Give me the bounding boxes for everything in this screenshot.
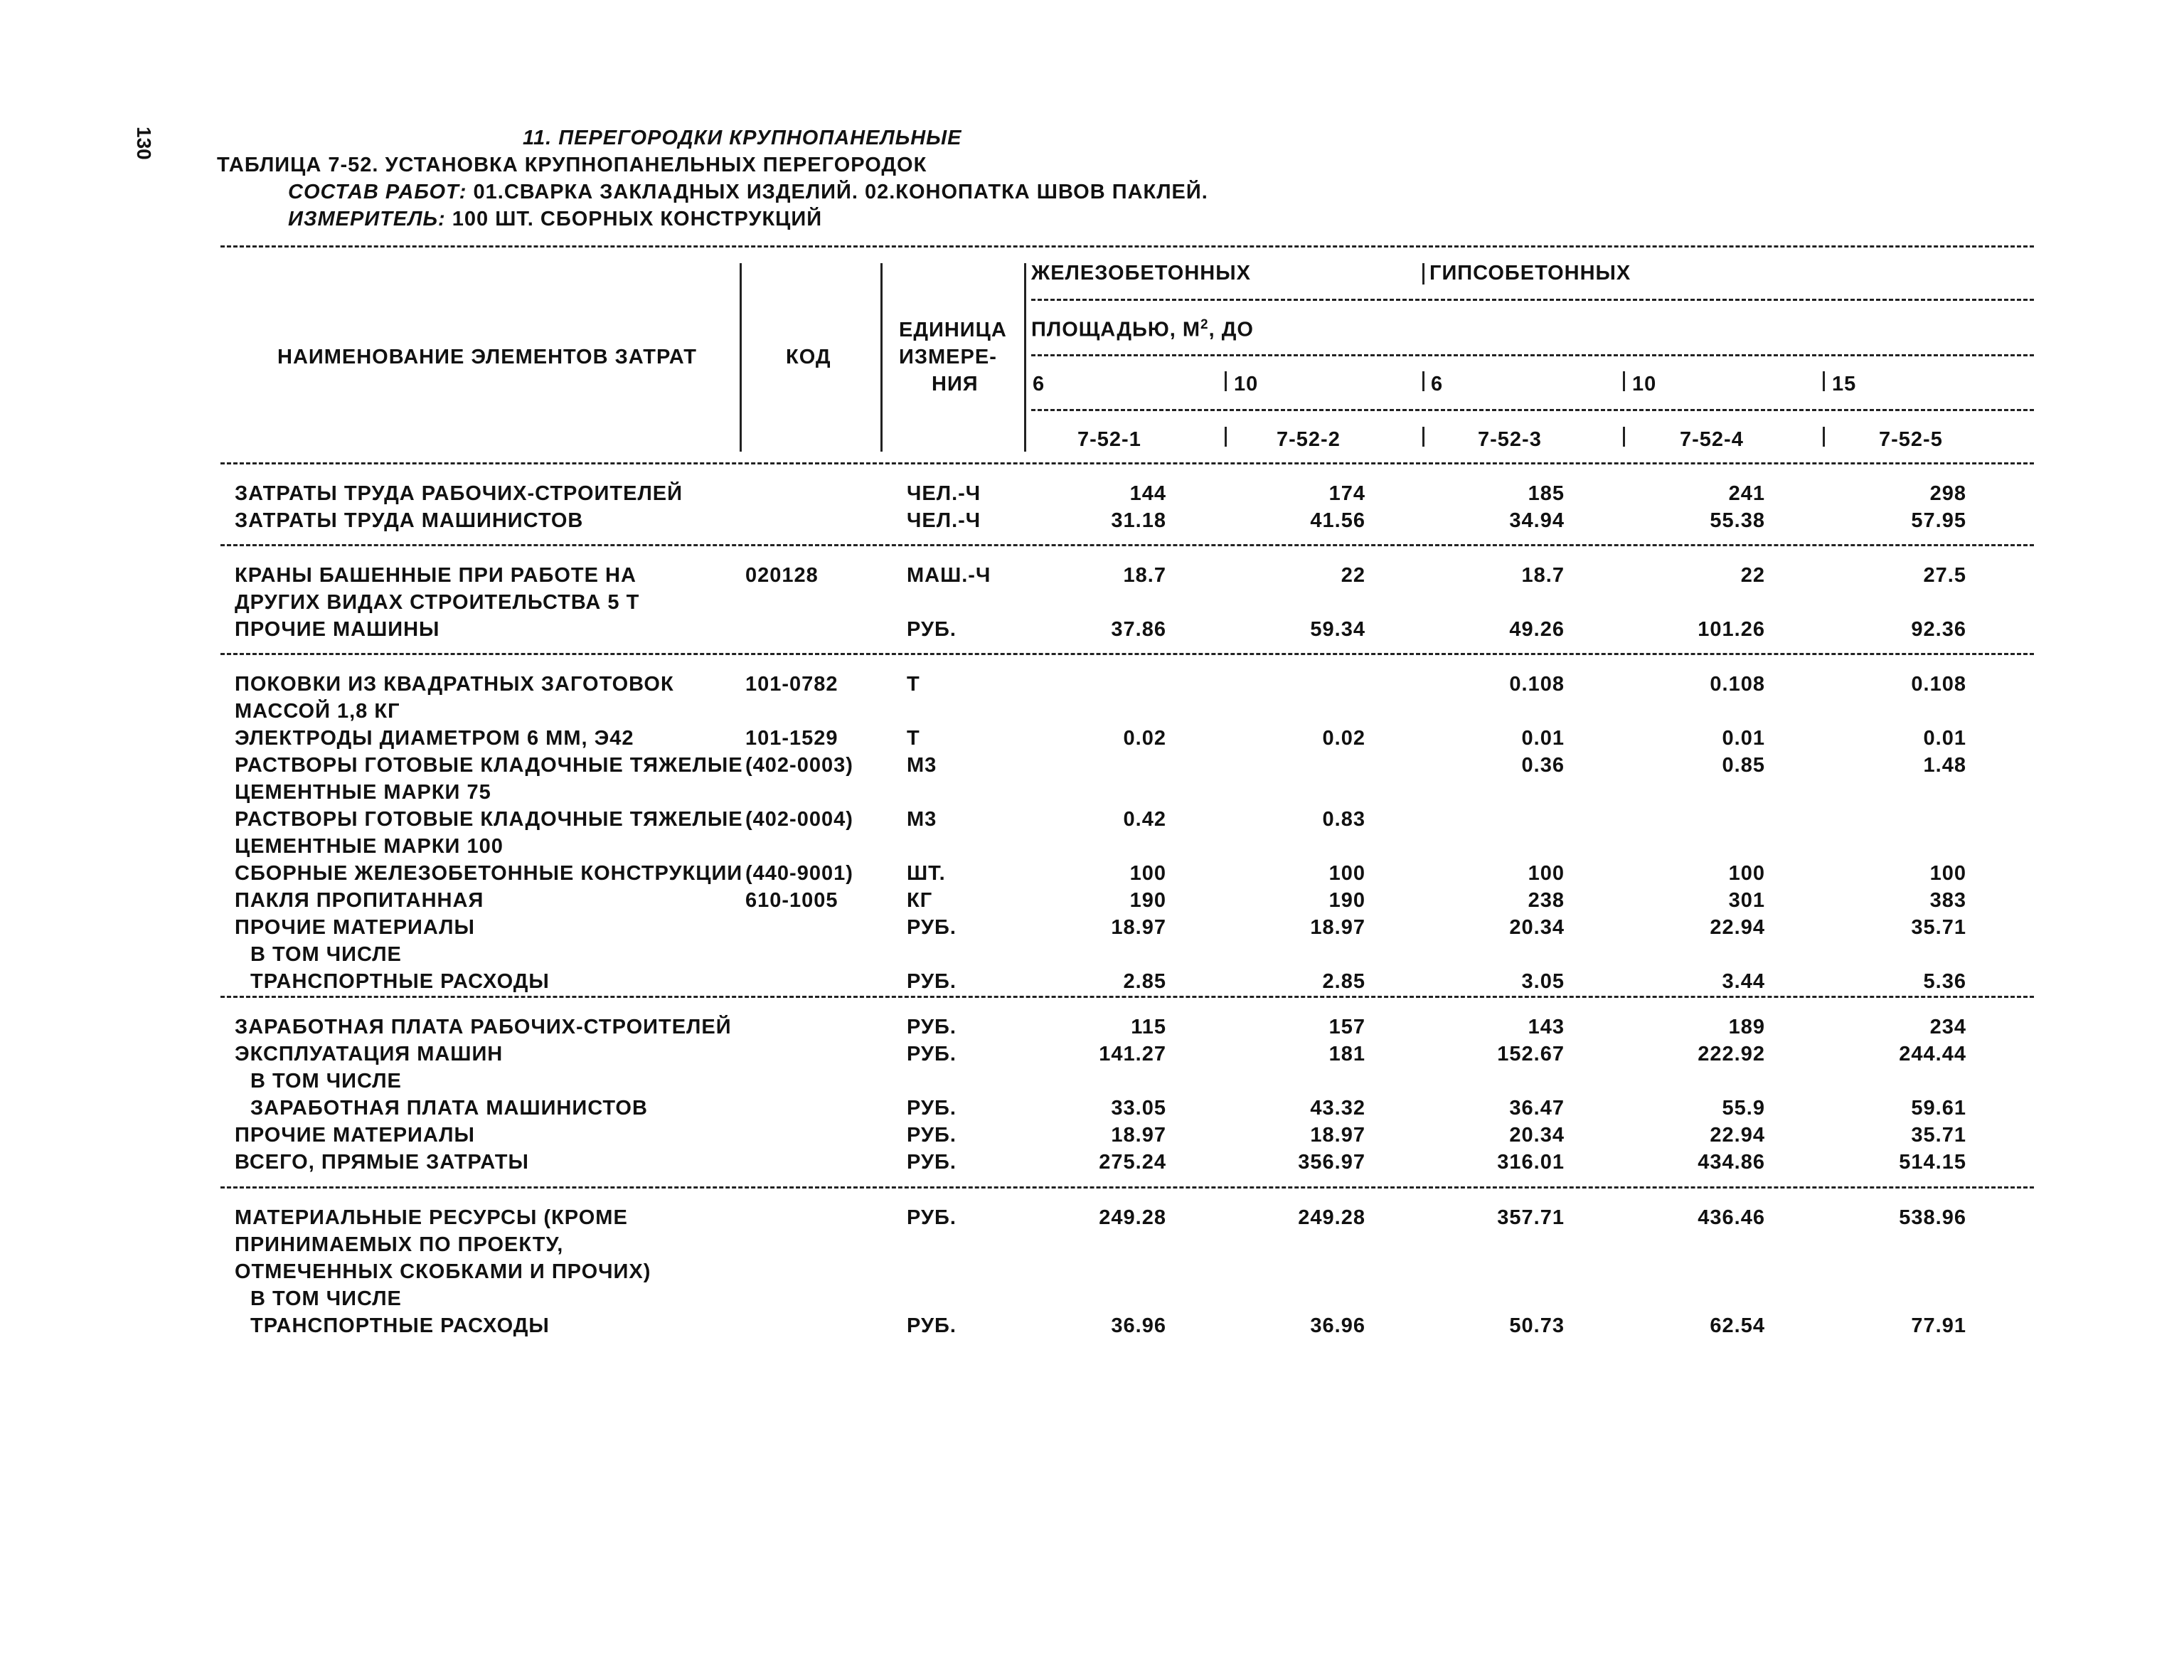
row-6-value-5: 0.108 (1911, 673, 1966, 696)
row-5-unit: РУБ. (907, 618, 957, 641)
meter-label: ИЗМЕРИТЕЛЬ: (288, 208, 446, 230)
row-22-value-5: 35.71 (1911, 1124, 1966, 1147)
header-rule-1 (1031, 299, 2034, 301)
row-18-value-1: 115 (1131, 1016, 1166, 1038)
row-2-name: ЗАТРАТЫ ТРУДА МАШИНИСТОВ (235, 509, 584, 532)
row-11-name: РАСТВОРЫ ГОТОВЫЕ КЛАДОЧНЫЕ ТЯЖЕЛЫЕ (235, 808, 743, 831)
area-exponent: 2 (1200, 317, 1209, 332)
row-28-name: ТРАНСПОРТНЫЕ РАСХОДЫ (250, 1314, 550, 1337)
row-1-name: ЗАТРАТЫ ТРУДА РАБОЧИХ-СТРОИТЕЛЕЙ (235, 482, 683, 505)
row-14-unit: КГ (907, 889, 933, 912)
header-rule-2 (1031, 354, 2034, 356)
row-28-value-1: 36.96 (1111, 1314, 1166, 1337)
row-9-value-5: 1.48 (1923, 754, 1966, 777)
row-14-value-2: 190 (1328, 889, 1365, 912)
row-1-value-2: 174 (1328, 482, 1365, 505)
row-25-name: ПРИНИМАЕМЫХ ПО ПРОЕКТУ, (235, 1233, 564, 1256)
group-header-reinforced-concrete: ЖЕЛЕЗОБЕТОННЫХ (1031, 262, 1251, 285)
row-6-value-3: 0.108 (1509, 673, 1565, 696)
row-22-name: ПРОЧИЕ МАТЕРИАЛЫ (235, 1124, 475, 1147)
column-header-name: НАИМЕНОВАНИЕ ЭЛЕМЕНТОВ ЗАТРАТ (277, 346, 697, 368)
area-value-4: 10 (1632, 373, 1657, 395)
group-header-gypsum-concrete: ГИПСОБЕТОННЫХ (1429, 262, 1631, 285)
row-19-name: ЭКСПЛУАТАЦИЯ МАШИН (235, 1043, 504, 1065)
row-14-value-5: 383 (1929, 889, 1966, 912)
section-rule-1 (220, 544, 2034, 546)
row-13-name: СБОРНЫЕ ЖЕЛЕЗОБЕТОННЫЕ КОНСТРУКЦИИ (235, 862, 743, 885)
row-26-name: ОТМЕЧЕННЫХ СКОБКАМИ И ПРОЧИХ) (235, 1260, 651, 1283)
area-label: ПЛОЩАДЬЮ, М (1031, 318, 1201, 341)
header-divider-code-4 (1623, 427, 1625, 447)
row-17-value-2: 2.85 (1322, 970, 1365, 993)
area-value-1: 6 (1033, 373, 1045, 395)
page-number: 130 (133, 127, 155, 160)
row-18-value-4: 189 (1728, 1016, 1765, 1038)
row-9-unit: М3 (907, 754, 937, 777)
row-21-value-1: 33.05 (1111, 1097, 1166, 1120)
row-2-unit: ЧЕЛ.-Ч (907, 509, 981, 532)
row-15-value-3: 20.34 (1509, 916, 1565, 939)
row-1-value-1: 144 (1129, 482, 1166, 505)
row-22-value-1: 18.97 (1111, 1124, 1166, 1147)
row-24-value-1: 249.28 (1099, 1206, 1166, 1229)
row-13-unit: ШТ. (907, 862, 946, 885)
row-10-name: ЦЕМЕНТНЫЕ МАРКИ 75 (235, 781, 491, 804)
row-17-name: ТРАНСПОРТНЫЕ РАСХОДЫ (250, 970, 550, 993)
row-2-value-2: 41.56 (1310, 509, 1365, 532)
header-divider-group (1422, 263, 1424, 285)
row-5-value-1: 37.86 (1111, 618, 1166, 641)
row-5-value-3: 49.26 (1509, 618, 1565, 641)
row-15-value-1: 18.97 (1111, 916, 1166, 939)
row-14-value-1: 190 (1129, 889, 1166, 912)
table-title: ТАБЛИЦА 7-52. УСТАНОВКА КРУПНОПАНЕЛЬНЫХ ПЕРЕГОРОДОК (217, 154, 927, 176)
row-20-name: В ТОМ ЧИСЛЕ (250, 1070, 402, 1092)
column-header-unit-1: ЕДИНИЦА (899, 319, 1007, 341)
row-9-value-4: 0.85 (1722, 754, 1765, 777)
row-9-code: (402-0003) (745, 754, 853, 777)
row-6-code: 101-0782 (745, 673, 838, 696)
row-8-value-4: 0.01 (1722, 727, 1765, 750)
header-divider-code-5 (1823, 427, 1825, 447)
column-header-unit-3: НИЯ (932, 373, 979, 395)
header-divider-code-unit (880, 263, 883, 452)
row-23-value-2: 356.97 (1298, 1151, 1365, 1174)
row-1-unit: ЧЕЛ.-Ч (907, 482, 981, 505)
area-suffix: , ДО (1208, 318, 1254, 341)
row-21-value-2: 43.32 (1310, 1097, 1365, 1120)
header-rule-3 (1031, 409, 2034, 411)
row-24-value-3: 357.71 (1497, 1206, 1565, 1229)
row-2-value-1: 31.18 (1111, 509, 1166, 532)
row-3-value-1: 18.7 (1123, 564, 1166, 587)
row-1-value-3: 185 (1528, 482, 1565, 505)
row-3-value-2: 22 (1341, 564, 1365, 587)
row-23-value-5: 514.15 (1899, 1151, 1966, 1174)
row-3-value-4: 22 (1740, 564, 1765, 587)
norm-code-1: 7-52-1 (1077, 428, 1141, 451)
row-14-value-3: 238 (1528, 889, 1565, 912)
work-label: СОСТАВ РАБОТ: (288, 181, 467, 203)
row-13-value-2: 100 (1328, 862, 1365, 885)
row-11-code: (402-0004) (745, 808, 853, 831)
row-13-code: (440-9001) (745, 862, 853, 885)
row-3-name: КРАНЫ БАШЕННЫЕ ПРИ РАБОТЕ НА (235, 564, 636, 587)
meter-text: 100 ШТ. СБОРНЫХ КОНСТРУКЦИЙ (452, 208, 823, 230)
area-header (1031, 317, 1254, 342)
table-top-rule (220, 245, 2034, 248)
row-28-value-4: 62.54 (1710, 1314, 1765, 1337)
row-11-unit: М3 (907, 808, 937, 831)
row-15-unit: РУБ. (907, 916, 957, 939)
row-23-value-1: 275.24 (1099, 1151, 1166, 1174)
header-divider-area-2 (1225, 371, 1227, 391)
row-5-value-2: 59.34 (1310, 618, 1365, 641)
header-divider-name-code (740, 263, 742, 452)
row-5-name: ПРОЧИЕ МАШИНЫ (235, 618, 440, 641)
header-divider-unit-values (1024, 263, 1026, 452)
row-13-value-4: 100 (1728, 862, 1765, 885)
header-divider-code-3 (1422, 427, 1424, 447)
row-23-name: ВСЕГО, ПРЯМЫЕ ЗАТРАТЫ (235, 1151, 529, 1174)
header-divider-area-5 (1823, 371, 1825, 391)
row-28-value-3: 50.73 (1509, 1314, 1565, 1337)
row-19-value-2: 181 (1328, 1043, 1365, 1065)
row-8-name: ЭЛЕКТРОДЫ ДИАМЕТРОМ 6 ММ, Э42 (235, 727, 634, 750)
row-5-value-5: 92.36 (1911, 618, 1966, 641)
row-15-value-4: 22.94 (1710, 916, 1765, 939)
row-8-value-2: 0.02 (1322, 727, 1365, 750)
row-14-value-4: 301 (1728, 889, 1765, 912)
row-19-value-4: 222.92 (1698, 1043, 1765, 1065)
area-value-2: 10 (1234, 373, 1259, 395)
row-24-value-2: 249.28 (1298, 1206, 1365, 1229)
row-17-value-1: 2.85 (1123, 970, 1166, 993)
area-value-3: 6 (1431, 373, 1444, 395)
row-22-value-2: 18.97 (1310, 1124, 1365, 1147)
row-15-value-5: 35.71 (1911, 916, 1966, 939)
row-17-unit: РУБ. (907, 970, 957, 993)
header-divider-area-3 (1422, 371, 1424, 391)
header-divider-code-2 (1225, 427, 1227, 447)
row-22-unit: РУБ. (907, 1124, 957, 1147)
row-21-value-3: 36.47 (1509, 1097, 1565, 1120)
row-21-unit: РУБ. (907, 1097, 957, 1120)
row-8-unit: Т (907, 727, 920, 750)
row-27-name: В ТОМ ЧИСЛЕ (250, 1287, 402, 1310)
row-14-name: ПАКЛЯ ПРОПИТАННАЯ (235, 889, 484, 912)
header-bottom-rule (220, 462, 2034, 464)
row-15-name: ПРОЧИЕ МАТЕРИАЛЫ (235, 916, 475, 939)
row-18-value-2: 157 (1328, 1016, 1365, 1038)
row-13-value-5: 100 (1929, 862, 1966, 885)
row-19-unit: РУБ. (907, 1043, 957, 1065)
section-rule-4 (220, 1186, 2034, 1189)
row-12-name: ЦЕМЕНТНЫЕ МАРКИ 100 (235, 835, 504, 858)
work-text: 01.СВАРКА ЗАКЛАДНЫХ ИЗДЕЛИЙ. 02.КОНОПАТКА ШВОВ ПАКЛЕЙ. (473, 181, 1208, 203)
section-rule-2 (220, 653, 2034, 655)
row-18-value-5: 234 (1929, 1016, 1966, 1038)
work-composition (288, 181, 1208, 204)
row-14-code: 610-1005 (745, 889, 838, 912)
row-28-value-2: 36.96 (1310, 1314, 1365, 1337)
row-5-value-4: 101.26 (1698, 618, 1765, 641)
column-header-unit-2: ИЗМЕРЕ- (899, 346, 997, 368)
row-19-value-3: 152.67 (1497, 1043, 1565, 1065)
row-8-value-5: 0.01 (1923, 727, 1966, 750)
area-value-5: 15 (1832, 373, 1857, 395)
norm-code-3: 7-52-3 (1478, 428, 1542, 451)
row-24-unit: РУБ. (907, 1206, 957, 1229)
measure-unit (288, 208, 822, 231)
row-17-value-3: 3.05 (1521, 970, 1565, 993)
row-6-unit: Т (907, 673, 920, 696)
row-3-unit: МАШ.-Ч (907, 564, 991, 587)
row-28-unit: РУБ. (907, 1314, 957, 1337)
row-8-code: 101-1529 (745, 727, 838, 750)
row-23-value-3: 316.01 (1497, 1151, 1565, 1174)
row-2-value-3: 34.94 (1509, 509, 1565, 532)
row-18-name: ЗАРАБОТНАЯ ПЛАТА РАБОЧИХ-СТРОИТЕЛЕЙ (235, 1016, 732, 1038)
row-9-name: РАСТВОРЫ ГОТОВЫЕ КЛАДОЧНЫЕ ТЯЖЕЛЫЕ (235, 754, 743, 777)
row-23-value-4: 434.86 (1698, 1151, 1765, 1174)
row-21-value-5: 59.61 (1911, 1097, 1966, 1120)
row-6-value-4: 0.108 (1710, 673, 1765, 696)
row-21-value-4: 55.9 (1722, 1097, 1765, 1120)
row-9-value-3: 0.36 (1521, 754, 1565, 777)
row-22-value-4: 22.94 (1710, 1124, 1765, 1147)
row-24-value-4: 436.46 (1698, 1206, 1765, 1229)
row-11-value-2: 0.83 (1322, 808, 1365, 831)
section-rule-3 (220, 996, 2034, 998)
row-3-value-5: 27.5 (1923, 564, 1966, 587)
row-17-value-4: 3.44 (1722, 970, 1765, 993)
row-24-name: МАТЕРИАЛЬНЫЕ РЕСУРСЫ (КРОМЕ (235, 1206, 628, 1229)
row-19-value-5: 244.44 (1899, 1043, 1966, 1065)
row-15-value-2: 18.97 (1310, 916, 1365, 939)
row-8-value-1: 0.02 (1123, 727, 1166, 750)
row-18-value-3: 143 (1528, 1016, 1565, 1038)
row-16-name: В ТОМ ЧИСЛЕ (250, 943, 402, 966)
row-21-name: ЗАРАБОТНАЯ ПЛАТА МАШИНИСТОВ (250, 1097, 648, 1120)
row-19-value-1: 141.27 (1099, 1043, 1166, 1065)
norm-code-5: 7-52-5 (1879, 428, 1943, 451)
row-18-unit: РУБ. (907, 1016, 957, 1038)
row-3-value-3: 18.7 (1521, 564, 1565, 587)
row-13-value-1: 100 (1129, 862, 1166, 885)
row-6-name: ПОКОВКИ ИЗ КВАДРАТНЫХ ЗАГОТОВОК (235, 673, 674, 696)
header-divider-area-4 (1623, 371, 1625, 391)
row-1-value-5: 298 (1929, 482, 1966, 505)
row-24-value-5: 538.96 (1899, 1206, 1966, 1229)
section-title: 11. ПЕРЕГОРОДКИ КРУПНОПАНЕЛЬНЫЕ (523, 127, 962, 149)
row-22-value-3: 20.34 (1509, 1124, 1565, 1147)
row-11-value-1: 0.42 (1123, 808, 1166, 831)
row-2-value-5: 57.95 (1911, 509, 1966, 532)
row-7-name: МАССОЙ 1,8 КГ (235, 700, 400, 723)
row-17-value-5: 5.36 (1923, 970, 1966, 993)
row-13-value-3: 100 (1528, 862, 1565, 885)
row-28-value-5: 77.91 (1911, 1314, 1966, 1337)
row-3-code: 020128 (745, 564, 819, 587)
row-8-value-3: 0.01 (1521, 727, 1565, 750)
row-4-name: ДРУГИХ ВИДАХ СТРОИТЕЛЬСТВА 5 Т (235, 591, 640, 614)
column-header-code: КОД (786, 346, 831, 368)
norm-code-2: 7-52-2 (1277, 428, 1341, 451)
norm-code-4: 7-52-4 (1680, 428, 1744, 451)
row-23-unit: РУБ. (907, 1151, 957, 1174)
row-1-value-4: 241 (1728, 482, 1765, 505)
row-2-value-4: 55.38 (1710, 509, 1765, 532)
